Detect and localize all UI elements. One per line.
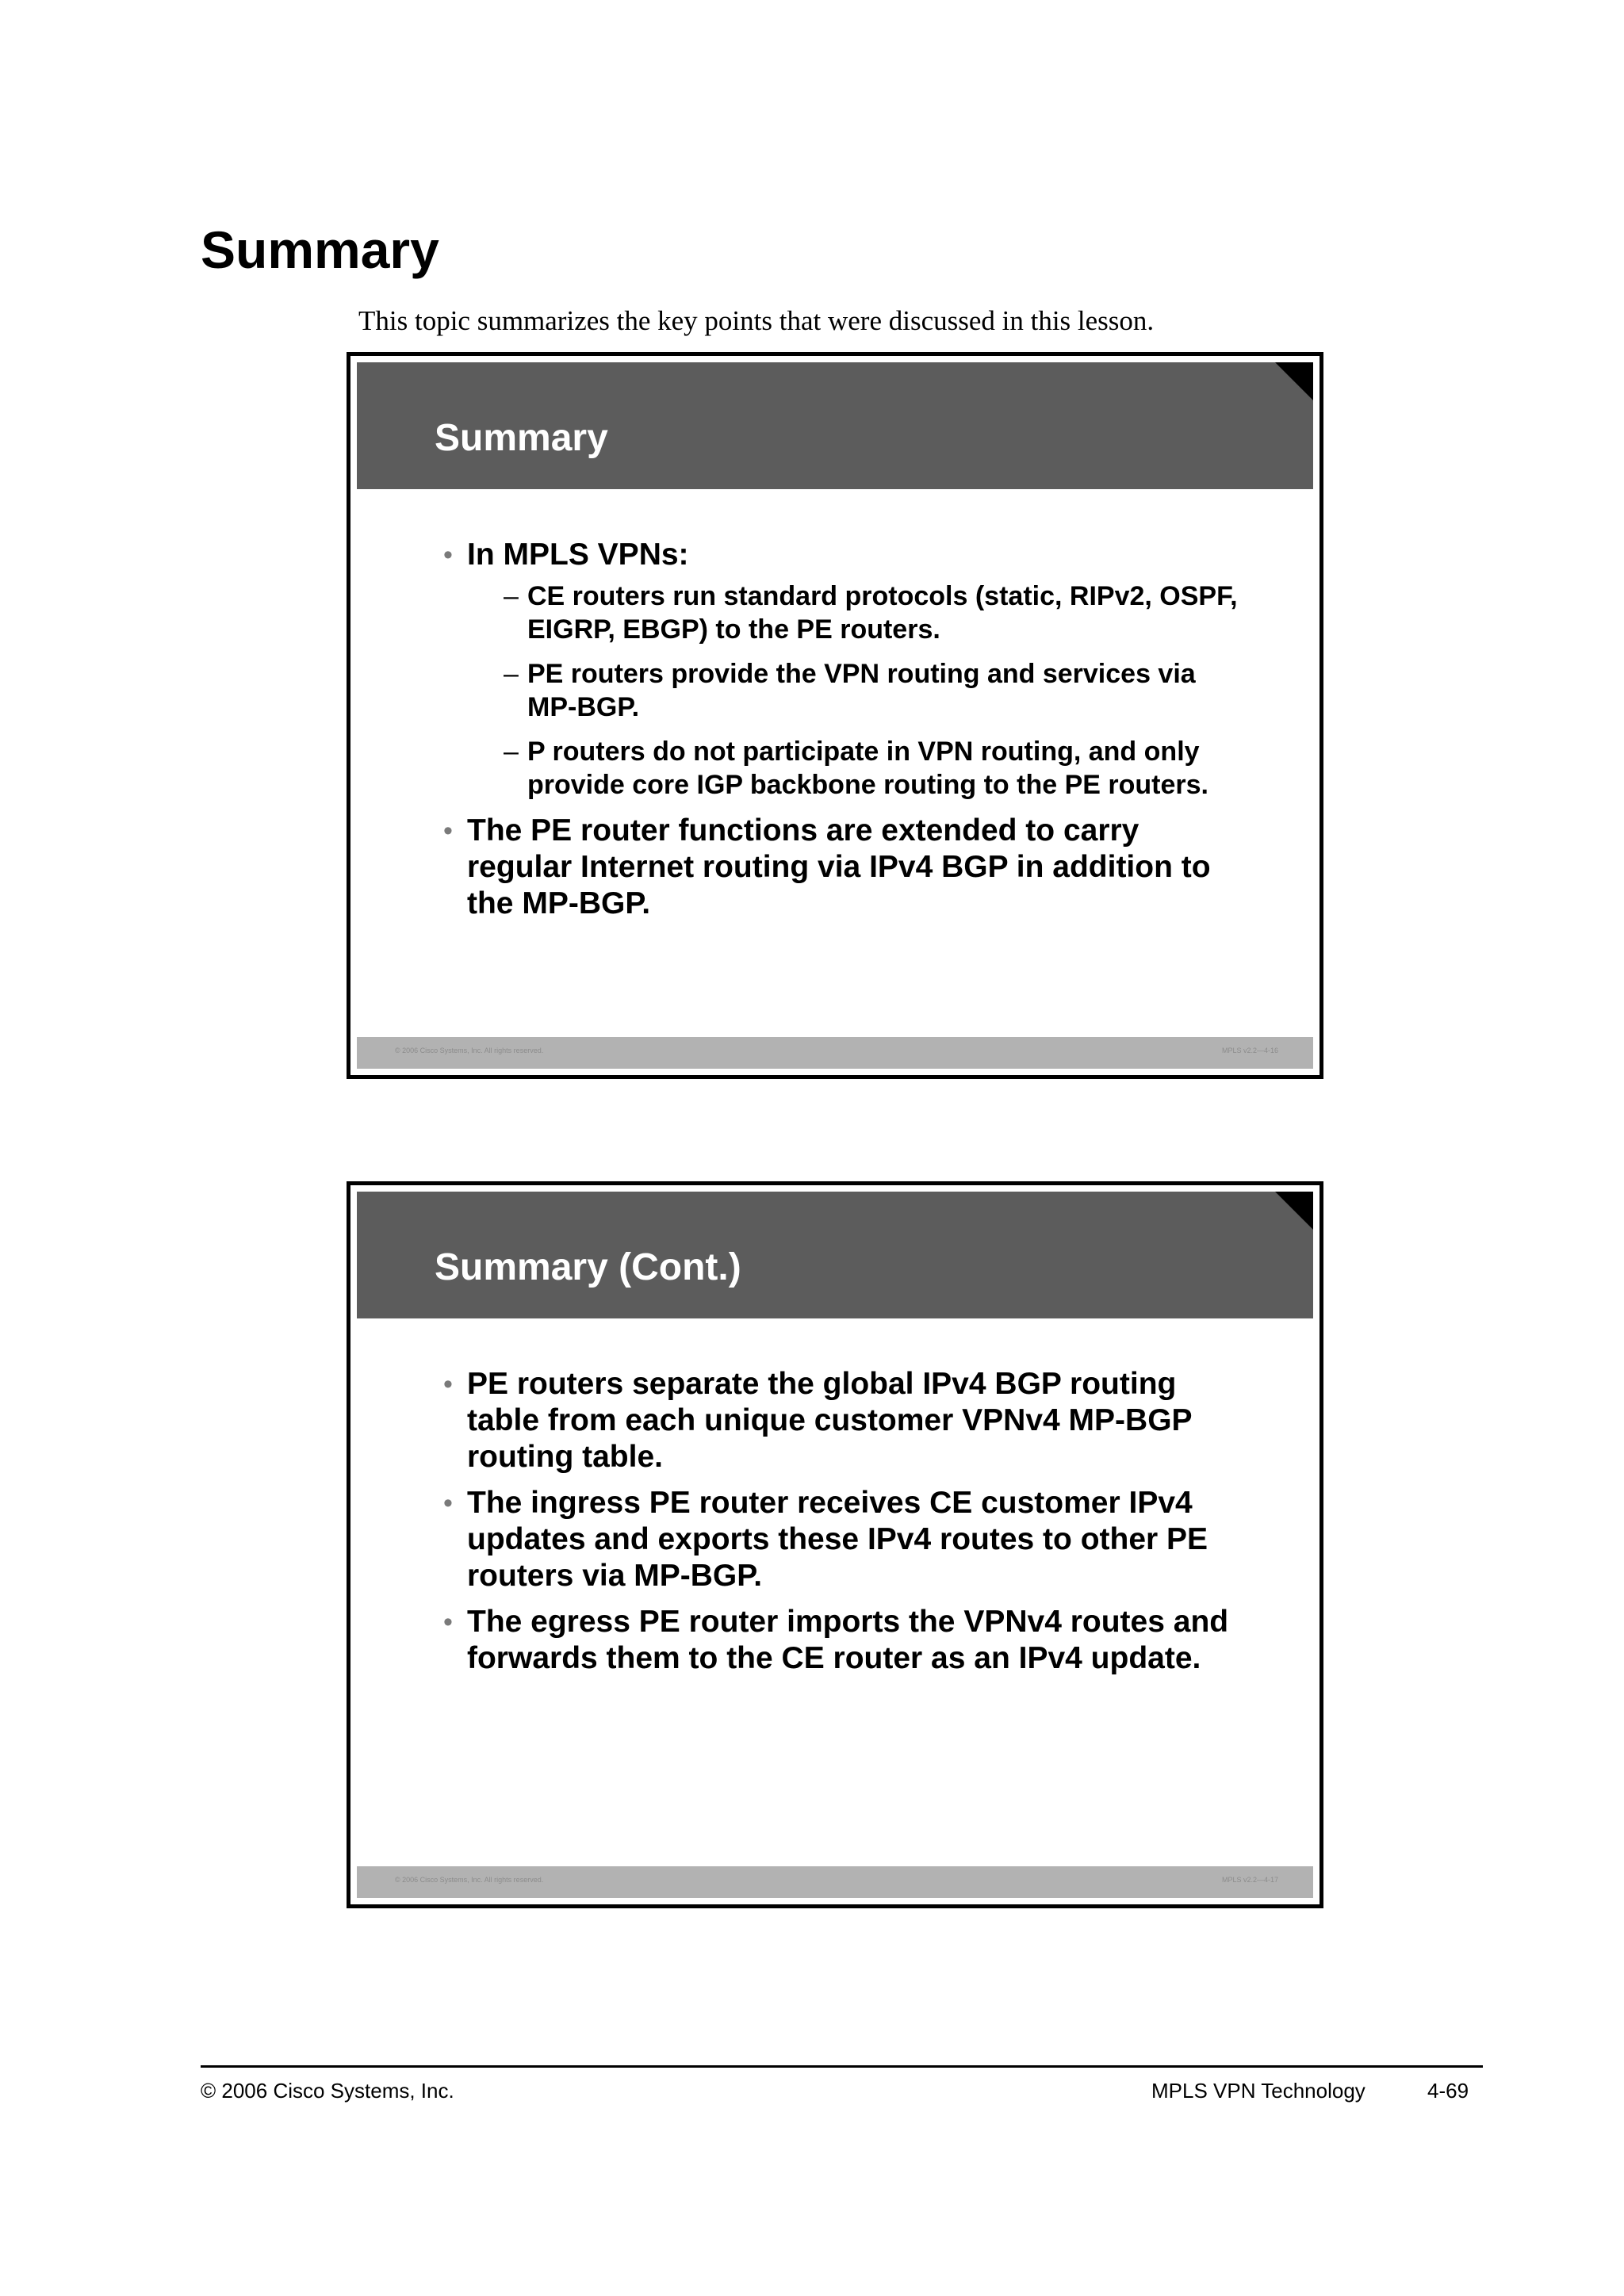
slide-body [443,1366,1248,1686]
sub-bullet-list [467,580,1248,802]
slide-footer [357,1866,1313,1898]
corner-mark-icon [1275,1192,1313,1230]
sub-bullet-item [504,657,1248,724]
bullet-item [443,813,1248,922]
slide-copyright: © 2006 Cisco Systems, Inc. All rights reserved. [395,1047,544,1054]
slide-summary [347,352,1323,1079]
intro-text: This topic summarizes the key points that were discussed in this lesson. [358,305,1155,336]
bullet-item [443,537,1248,802]
dash-icon: – [504,737,519,767]
sub-bullet-text: PE routers provide the VPN routing and services via MP-BGP. [527,659,1196,722]
corner-mark-icon [1275,362,1313,400]
page-footer-copyright: © 2006 Cisco Systems, Inc. [201,2079,454,2103]
bullet-icon: • [443,816,453,846]
slide-body [443,537,1248,932]
sub-bullet-text: P routers do not participate in VPN routing, and only provide core IGP backbone routing to the PE routers. [527,737,1208,800]
footer-divider [201,2065,1483,2068]
sub-bullet-item [504,580,1248,646]
slide-footer [357,1037,1313,1069]
bullet-icon: • [443,1369,453,1399]
slide-header [357,362,1313,489]
bullet-text: The PE router functions are extended to carry regular Internet routing via IPv4 BGP in addition to the MP-BGP. [467,813,1211,920]
slide-header [357,1192,1313,1318]
page-heading: Summary [201,220,439,279]
slide-copyright: © 2006 Cisco Systems, Inc. All rights reserved. [395,1876,544,1884]
dash-icon: – [504,659,519,689]
slide-title: Summary (Cont.) [435,1246,741,1288]
bullet-icon: • [443,540,453,570]
sub-bullet-text: CE routers run standard protocols (static, RIPv2, OSPF, EIGRP, EBGP) to the PE routers. [527,581,1238,645]
bullet-icon: • [443,1607,453,1637]
bullet-item [443,1366,1248,1475]
bullet-text: The ingress PE router receives CE customer IPv4 updates and exports these IPv4 routes to other PE routers via MP-BGP. [467,1486,1208,1593]
bullet-text: The egress PE router imports the VPNv4 routes and forwards them to the CE router as an IPv4 update. [467,1605,1229,1675]
slide-number: MPLS v2.2—4-17 [1221,1876,1278,1884]
dash-icon: – [504,581,519,611]
bullet-item [443,1485,1248,1594]
bullet-item [443,1604,1248,1677]
slide-summary-cont [347,1181,1323,1908]
page-number: 4-69 [1427,2079,1469,2103]
slide-number: MPLS v2.2—4-16 [1221,1047,1278,1054]
bullet-text: PE routers separate the global IPv4 BGP routing table from each unique customer VPNv4 MP-BGP routing table. [467,1367,1192,1474]
bullet-icon: • [443,1488,453,1518]
bullet-text: In MPLS VPNs: [467,538,689,572]
slide-title: Summary [435,417,608,459]
page-footer-course: MPLS VPN Technology [1151,2079,1365,2103]
sub-bullet-item [504,735,1248,802]
